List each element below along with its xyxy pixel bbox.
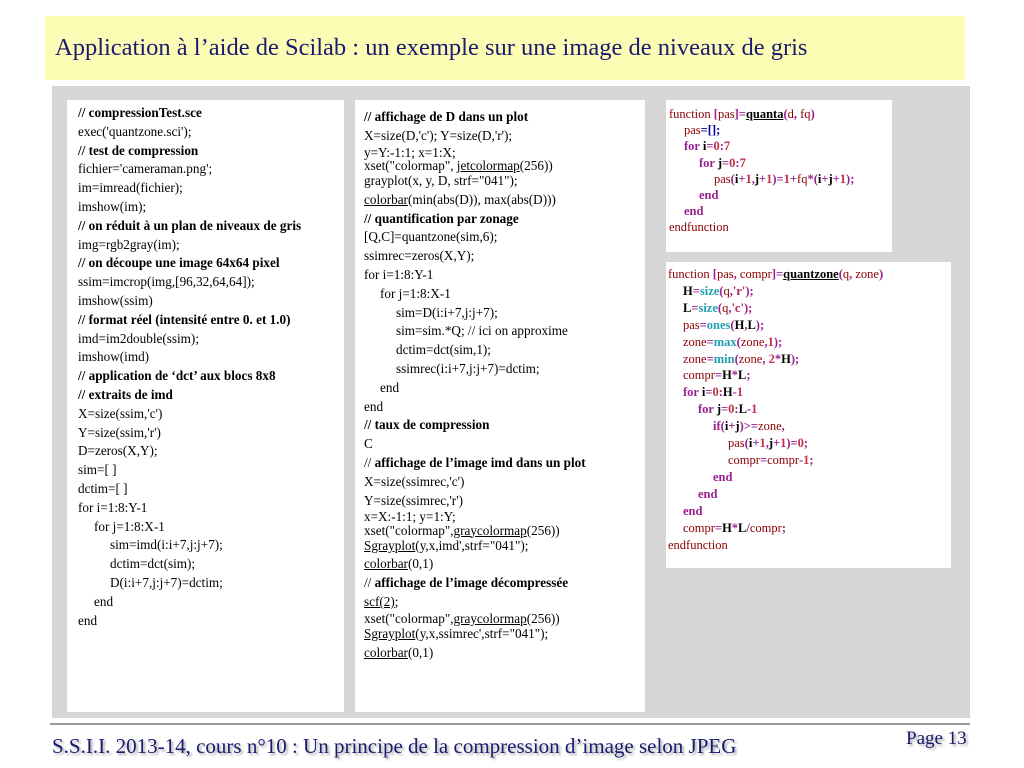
code-token: =: [722, 155, 730, 170]
code-line: [364, 644, 645, 663]
code-token: 1: [745, 171, 752, 186]
code-token: ]=: [771, 267, 784, 281]
code-token: //: [364, 454, 375, 470]
code-line: [364, 454, 645, 473]
code-line: [668, 283, 951, 300]
code-token: );: [790, 351, 800, 366]
code-token: ): [878, 267, 884, 281]
code-line: [668, 384, 951, 401]
code-token: +: [832, 171, 840, 186]
footer-divider: [50, 723, 970, 725]
code-line: [364, 360, 645, 379]
code-token: =: [705, 385, 713, 400]
code-line: for i=1:8:Y-1: [78, 499, 148, 515]
code-token: (256)): [526, 522, 560, 538]
code-line: [364, 228, 645, 247]
code-token: );: [743, 300, 753, 315]
code-token: j: [768, 436, 773, 451]
code-token: 1: [759, 436, 766, 451]
page-number: Page 13: [906, 728, 967, 749]
code-token: (: [783, 107, 788, 121]
code-line: end: [78, 612, 98, 628]
code-token: =[];: [700, 123, 721, 138]
code-token: 1: [736, 385, 744, 400]
code-line: [364, 247, 645, 266]
code-line: [364, 398, 645, 417]
code-token: L: [738, 402, 747, 417]
code-token: );: [755, 317, 765, 332]
code-line: [364, 593, 645, 612]
code-token: 0: [797, 436, 804, 451]
code-token: =: [706, 139, 714, 154]
code-token: end: [364, 398, 384, 414]
code-token: ones: [706, 317, 731, 332]
code-line: fichier='cameraman.png';: [78, 161, 213, 177]
code-line: sim=[ ]: [78, 462, 117, 478]
code-token: ,: [728, 300, 732, 315]
code-token: =: [721, 402, 729, 417]
code-token: for j=1:8:X-1: [380, 285, 451, 301]
code-token: 1: [751, 402, 758, 417]
code-token: H: [722, 368, 732, 383]
code-line: [364, 524, 645, 537]
code-token: zone: [855, 267, 879, 281]
code-token: endfunction: [668, 537, 728, 552]
code-token: =: [699, 317, 707, 332]
code-token: //: [364, 575, 375, 591]
code-line: [364, 210, 645, 229]
code-token: X=size(ssimrec,'c'): [364, 473, 465, 489]
code-token: (0,1): [407, 644, 434, 660]
code-line: [364, 574, 645, 593]
code-token: (: [730, 171, 735, 186]
code-token: if: [713, 419, 721, 434]
code-token: 'c': [731, 300, 744, 315]
code-token: ,: [764, 334, 768, 349]
code-line: for j=1:8:X-1: [94, 518, 165, 534]
code-line: Y=size(ssim,'r'): [78, 424, 161, 440]
code-line: [668, 486, 951, 503]
code-line: [668, 401, 951, 418]
code-token: (256)): [519, 157, 553, 173]
code-line: img=rgb2gray(im);: [78, 236, 180, 252]
code-token: =: [759, 452, 768, 467]
code-token: // taux de compression: [364, 417, 490, 433]
code-line: [364, 492, 645, 511]
code-token: );: [846, 171, 855, 186]
code-token: -: [746, 402, 752, 417]
code-token: ,: [744, 317, 748, 332]
code-line: [668, 317, 951, 334]
code-token: +: [773, 436, 781, 451]
code-line: [364, 108, 645, 127]
code-token: 2: [768, 351, 775, 366]
function-link: jetcolormap: [456, 157, 520, 173]
code-token: 0: [713, 139, 720, 154]
code-token: Y=size(ssimrec,'r'): [364, 492, 463, 508]
code-line: dctim=dct(sim);: [110, 556, 196, 572]
code-token: end: [699, 188, 719, 203]
code-line: // application de ‘dct’ aux blocs 8x8: [78, 368, 276, 384]
code-token: zone: [738, 351, 763, 366]
code-line: [364, 172, 645, 191]
code-line: sim=imd(i:i+7,j:j+7);: [110, 537, 223, 553]
code-token: q: [723, 283, 730, 298]
code-token: ): [810, 107, 815, 121]
code-token: *(: [807, 171, 818, 186]
code-token: 7: [739, 155, 746, 170]
code-token: for: [684, 139, 703, 154]
code-line: D(i:i+7,j:j+7)=dctim;: [110, 574, 223, 590]
code-token: endfunction: [669, 220, 729, 235]
code-token: H: [781, 351, 791, 366]
code-line: ssim=imcrop(img,[96,32,64,64]);: [78, 274, 255, 290]
function-link: graycolormap: [453, 610, 527, 626]
code-token: L: [747, 317, 756, 332]
code-token: 0: [712, 385, 719, 400]
code-token: 1: [839, 171, 847, 186]
code-line: [364, 285, 645, 304]
code-token: ;: [746, 368, 751, 383]
code-token: pas: [717, 107, 735, 121]
code-line: [668, 520, 951, 537]
code-line: // on découpe une image 64x64 pixel: [78, 255, 280, 271]
code-token: -: [799, 452, 804, 467]
code-token: i: [748, 436, 753, 451]
code-token: for: [699, 155, 718, 170]
code-token: function: [669, 107, 714, 121]
code-token: pas: [683, 317, 700, 332]
code-line: [669, 138, 892, 154]
code-token: // affichage de D dans un plot: [364, 109, 529, 124]
code-line: [364, 191, 645, 210]
code-token: (256)): [526, 610, 560, 626]
code-token: L: [738, 368, 747, 383]
code-token: +: [738, 171, 746, 186]
code-token: =: [706, 351, 714, 366]
code-token: min: [713, 351, 735, 366]
code-token: (min(abs(D)), max(abs(D))): [407, 191, 556, 207]
code-token: (: [736, 334, 741, 349]
code-token: 1: [766, 171, 773, 186]
code-token: =: [714, 368, 723, 383]
code-token: compr: [749, 520, 782, 535]
code-token: *: [774, 351, 782, 366]
code-token: 0: [728, 402, 735, 417]
code-token: H: [683, 283, 693, 298]
code-line: [668, 334, 951, 351]
code-token: +: [759, 171, 767, 186]
code-line: imshow(imd): [78, 349, 150, 365]
code-line: [668, 503, 951, 520]
code-token: size: [698, 300, 718, 315]
code-token: 'r': [732, 283, 746, 298]
code-token: L: [683, 300, 692, 315]
code-token: ;: [809, 452, 814, 467]
code-token: 1: [803, 452, 810, 467]
slide-title-box: [45, 16, 965, 80]
code-line: imshow(ssim): [78, 292, 153, 308]
code-token: zone: [740, 334, 765, 349]
code-token: [: [712, 267, 717, 281]
code-line: [364, 127, 645, 146]
code-token: affichage de l’image imd dans un plot: [374, 454, 586, 470]
code-token: H: [734, 317, 745, 332]
code-token: )=: [772, 171, 784, 186]
code-token: 1: [780, 436, 787, 451]
code-column-main-script: [67, 100, 344, 712]
code-token: end: [380, 379, 400, 395]
code-token: *: [731, 520, 739, 535]
function-link: Sgrayplot: [364, 537, 416, 553]
code-token: X=size(D,'c'); Y=size(D,'r');: [364, 127, 513, 143]
code-token: affichage de l’image décompressée: [374, 575, 569, 591]
code-token: (0,1): [407, 556, 434, 572]
code-line: [364, 304, 645, 323]
code-token: H: [722, 520, 732, 535]
code-token: :: [735, 155, 740, 170]
code-token: +: [728, 419, 736, 434]
code-token: (: [719, 283, 724, 298]
code-token: fq: [800, 107, 811, 121]
code-box-quanta-function: [666, 100, 892, 252]
code-token: pas: [714, 171, 731, 186]
code-token: xset("colormap",: [364, 610, 454, 626]
code-line: [668, 435, 951, 452]
code-line: [669, 219, 892, 235]
code-token: end: [698, 486, 718, 501]
code-token: )>=: [739, 419, 759, 434]
code-token: sim=D(i:i+7,j:j+7);: [396, 304, 498, 320]
code-token: ,: [751, 171, 755, 186]
code-line: [364, 625, 645, 644]
code-token: i: [734, 171, 739, 186]
code-token: (: [720, 419, 725, 434]
code-line: [668, 469, 951, 486]
function-link: graycolormap: [453, 522, 527, 538]
code-token: ,: [733, 267, 740, 281]
code-token: j: [716, 402, 722, 417]
code-column-display-script: [355, 100, 645, 712]
code-token: for i=1:8:Y-1: [364, 266, 434, 282]
code-token: xset("colormap",: [364, 522, 454, 538]
code-line: [668, 418, 951, 435]
code-token: +: [789, 171, 798, 186]
code-token: 0: [729, 155, 736, 170]
code-token: j: [828, 171, 833, 186]
code-token: zone: [683, 334, 707, 349]
code-token: j: [754, 171, 759, 186]
code-token: =: [692, 283, 700, 298]
code-token: end: [683, 503, 703, 518]
code-token: grayplot(x, y, D, strf="041");: [364, 172, 518, 188]
code-token: j: [735, 419, 740, 434]
code-token: compr: [739, 267, 772, 281]
code-line: [364, 416, 645, 435]
code-line: [669, 171, 892, 187]
code-line: [364, 435, 645, 454]
code-token: (: [730, 317, 735, 332]
code-line: D=zeros(X,Y);: [78, 443, 158, 459]
code-line: [364, 555, 645, 574]
code-line: [668, 537, 951, 554]
code-token: ;: [394, 594, 399, 610]
code-line: [669, 203, 892, 219]
code-line: [364, 473, 645, 492]
code-token: ,: [762, 351, 769, 366]
code-box-quantzone-function: [666, 262, 951, 568]
code-token: compr: [728, 452, 760, 467]
code-token: ,: [765, 436, 769, 451]
code-token: C: [364, 436, 373, 452]
code-line: dctim=[ ]: [78, 480, 128, 496]
code-line: [364, 537, 645, 556]
code-token: pas: [684, 123, 701, 138]
code-token: ssimrec=zeros(X,Y);: [364, 248, 475, 264]
code-token: pas: [728, 436, 745, 451]
code-token: ]=: [734, 107, 746, 121]
code-line: imd=im2double(ssim);: [78, 330, 199, 346]
code-token: *: [731, 368, 739, 383]
code-token: /: [746, 520, 750, 535]
function-link: Sgrayplot: [364, 626, 416, 642]
code-token: i: [702, 139, 707, 154]
code-token: compr: [767, 452, 799, 467]
code-token: -: [732, 385, 737, 400]
code-line: imshow(im);: [78, 198, 147, 214]
code-line: [668, 351, 951, 368]
code-token: =: [691, 300, 699, 315]
code-token: =: [706, 334, 714, 349]
code-line: [669, 106, 892, 122]
code-token: 1: [783, 171, 790, 186]
code-token: [: [713, 107, 718, 121]
code-token: (: [734, 351, 739, 366]
code-token: );: [773, 334, 783, 349]
code-line: exec('quantzone.sci');: [78, 123, 192, 139]
code-token: H: [722, 385, 733, 400]
code-token: q: [842, 267, 850, 281]
code-line: [364, 612, 645, 625]
function-link: colorbar: [364, 556, 408, 572]
code-token: quantzone: [783, 267, 839, 281]
code-token: for: [698, 402, 717, 417]
code-line: [669, 187, 892, 203]
function-link: scf(2): [364, 594, 395, 610]
code-token: =: [714, 520, 723, 535]
code-line: [364, 341, 645, 360]
code-line: // test de compression: [78, 142, 199, 158]
code-token: function: [668, 267, 713, 281]
code-token: +: [821, 171, 829, 186]
code-line: // compressionTest.sce: [78, 105, 202, 120]
code-token: zone: [758, 419, 782, 434]
footer-course-title: S.S.I.I. 2013-14, cours n°10 : Un principe de la compression d’image selon JPEG: [52, 734, 737, 758]
code-token: compr: [683, 520, 715, 535]
code-token: (: [744, 436, 749, 451]
code-token: ,: [849, 267, 856, 281]
code-line: [364, 159, 645, 172]
code-token: x=X:-1:1; y=1:Y;: [364, 509, 456, 525]
code-token: j: [717, 155, 723, 170]
code-line: [669, 122, 892, 138]
code-token: dctim=dct(sim,1);: [396, 342, 491, 358]
code-token: q: [722, 300, 729, 315]
code-line: [364, 266, 645, 285]
code-token: y=Y:-1:1; x=1:X;: [364, 144, 456, 160]
code-token: zone: [683, 351, 707, 366]
code-token: [Q,C]=quantzone(sim,6);: [364, 229, 498, 245]
function-link: colorbar: [364, 644, 408, 660]
code-line: [668, 300, 951, 317]
code-token: (y,x,ssimrec',strf="041");: [415, 626, 549, 642]
code-token: ssimrec(i:i+7,j:j+7)=dctim;: [396, 360, 540, 376]
code-token: 1: [767, 334, 774, 349]
code-token: 7: [723, 139, 731, 154]
code-line: [669, 155, 892, 171]
code-token: )=: [786, 436, 798, 451]
code-token: L: [738, 520, 747, 535]
code-line: // on réduit à un plan de niveaux de gris: [78, 217, 302, 233]
code-token: xset("colormap",: [364, 157, 457, 173]
code-token: d: [787, 107, 794, 121]
code-token: +: [752, 436, 760, 451]
code-token: (: [717, 300, 723, 315]
code-token: fq: [797, 171, 808, 186]
code-token: compr: [683, 368, 715, 383]
function-link: colorbar: [364, 191, 408, 207]
code-token: ,: [729, 283, 733, 298]
code-token: end: [713, 469, 733, 484]
code-line: [364, 379, 645, 398]
code-token: sim=sim.*Q; // ici on approxime: [396, 323, 568, 339]
code-token: :: [718, 385, 723, 400]
code-token: ;: [803, 436, 809, 451]
code-token: (: [838, 267, 843, 281]
code-token: );: [745, 283, 754, 298]
code-token: size: [699, 283, 720, 298]
slide-title: Application à l’aide de Scilab : un exemple sur une image de niveaux de gris: [55, 34, 808, 61]
code-line: // extraits de imd: [78, 386, 173, 402]
code-line: end: [94, 593, 114, 609]
code-token: i: [817, 171, 822, 186]
code-line: X=size(ssim,'c'): [78, 405, 163, 421]
code-token: :: [719, 139, 724, 154]
code-line: [668, 452, 951, 469]
code-token: :: [734, 402, 739, 417]
code-token: max: [713, 334, 737, 349]
code-line: [364, 322, 645, 341]
code-token: end: [684, 204, 704, 219]
code-token: quanta: [745, 107, 784, 121]
code-line: im=imread(fichier);: [78, 180, 183, 196]
code-token: for: [683, 385, 702, 400]
code-token: pas: [716, 267, 734, 281]
code-token: ;: [781, 520, 786, 535]
code-token: i: [724, 419, 729, 434]
code-line: [668, 367, 951, 384]
code-token: i: [701, 385, 706, 400]
code-token: ,: [781, 419, 785, 434]
code-line: // format réel (intensité entre 0. et 1.0): [78, 311, 291, 327]
code-token: // quantification par zonage: [364, 210, 519, 226]
code-line: [668, 266, 951, 283]
code-token: ,: [793, 107, 801, 121]
code-token: (y,x,imd',strf="041");: [415, 537, 529, 553]
